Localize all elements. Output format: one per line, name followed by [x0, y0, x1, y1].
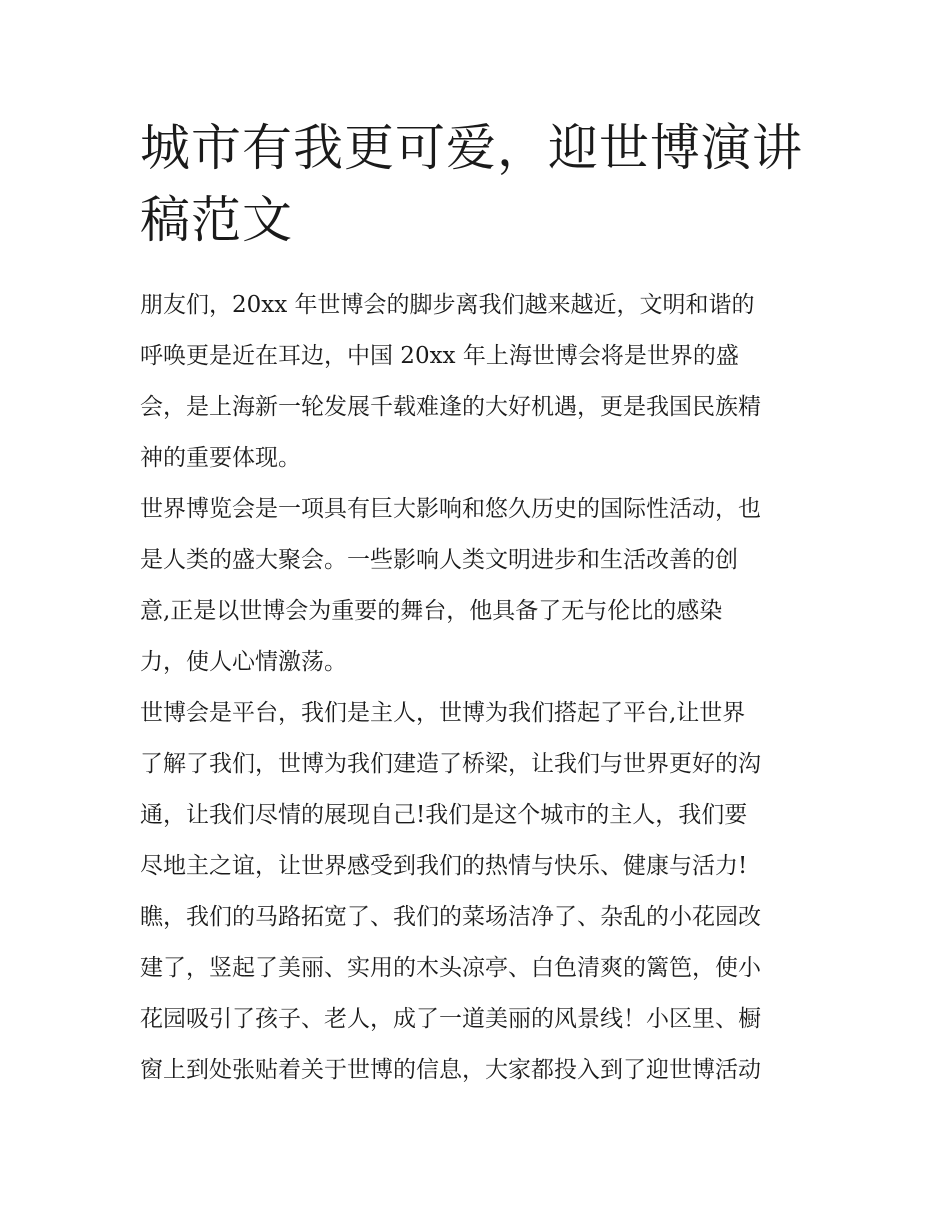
text-line: 通，让我们尽情的展现自己!我们是这个城市的主人，我们要 — [140, 802, 748, 828]
text-line: 了解了我们，世博为我们建造了桥梁，让我们与世界更好的沟 — [140, 751, 761, 777]
text-line: 是人类的盛大聚会。一些影响人类文明进步和生活改善的创 — [140, 547, 738, 573]
paragraph-2 — [140, 484, 820, 688]
text-line: 建了，竖起了美丽、实用的木头凉亭、白色清爽的篱笆，使小 — [140, 955, 761, 981]
text-line: 花园吸引了孩子、老人，成了一道美丽的风景线！小区里、橱 — [140, 1006, 761, 1032]
paragraph-4 — [140, 892, 820, 1096]
text-line: 会，是上海新一轮发展千载难逢的大好机遇，更是我国民族精 — [140, 394, 761, 420]
text-line: 意,正是以世博会为重要的舞台，他具备了无与伦比的感染 — [140, 598, 723, 624]
document-body — [140, 280, 820, 1096]
title-line: 稿范文 — [140, 191, 293, 249]
text-line: 世界博览会是一项具有巨大影响和悠久历史的国际性活动，也 — [140, 496, 761, 522]
text-line: 窗上到处张贴着关于世博的信息，大家都投入到了迎世博活动 — [140, 1057, 761, 1083]
text-line: 世博会是平台，我们是主人，世博为我们搭起了平台,让世界 — [140, 700, 746, 726]
text-line: 神的重要体现。 — [140, 445, 301, 471]
text-line: 朋友们，20xx 年世博会的脚步离我们越来越近，文明和谐的 — [140, 292, 755, 318]
document-title — [140, 112, 820, 256]
paragraph-1 — [140, 280, 820, 484]
text-line: 尽地主之谊，让世界感受到我们的热情与快乐、健康与活力! — [140, 853, 748, 879]
title-line: 城市有我更可爱，迎世博演讲 — [140, 119, 803, 177]
text-line: 呼唤更是近在耳边，中国 20xx 年上海世博会将是世界的盛 — [140, 343, 739, 369]
text-line: 瞧，我们的马路拓宽了、我们的菜场洁净了、杂乱的小花园改 — [140, 904, 761, 930]
text-line: 力，使人心情激荡。 — [140, 649, 347, 675]
paragraph-3 — [140, 688, 820, 892]
